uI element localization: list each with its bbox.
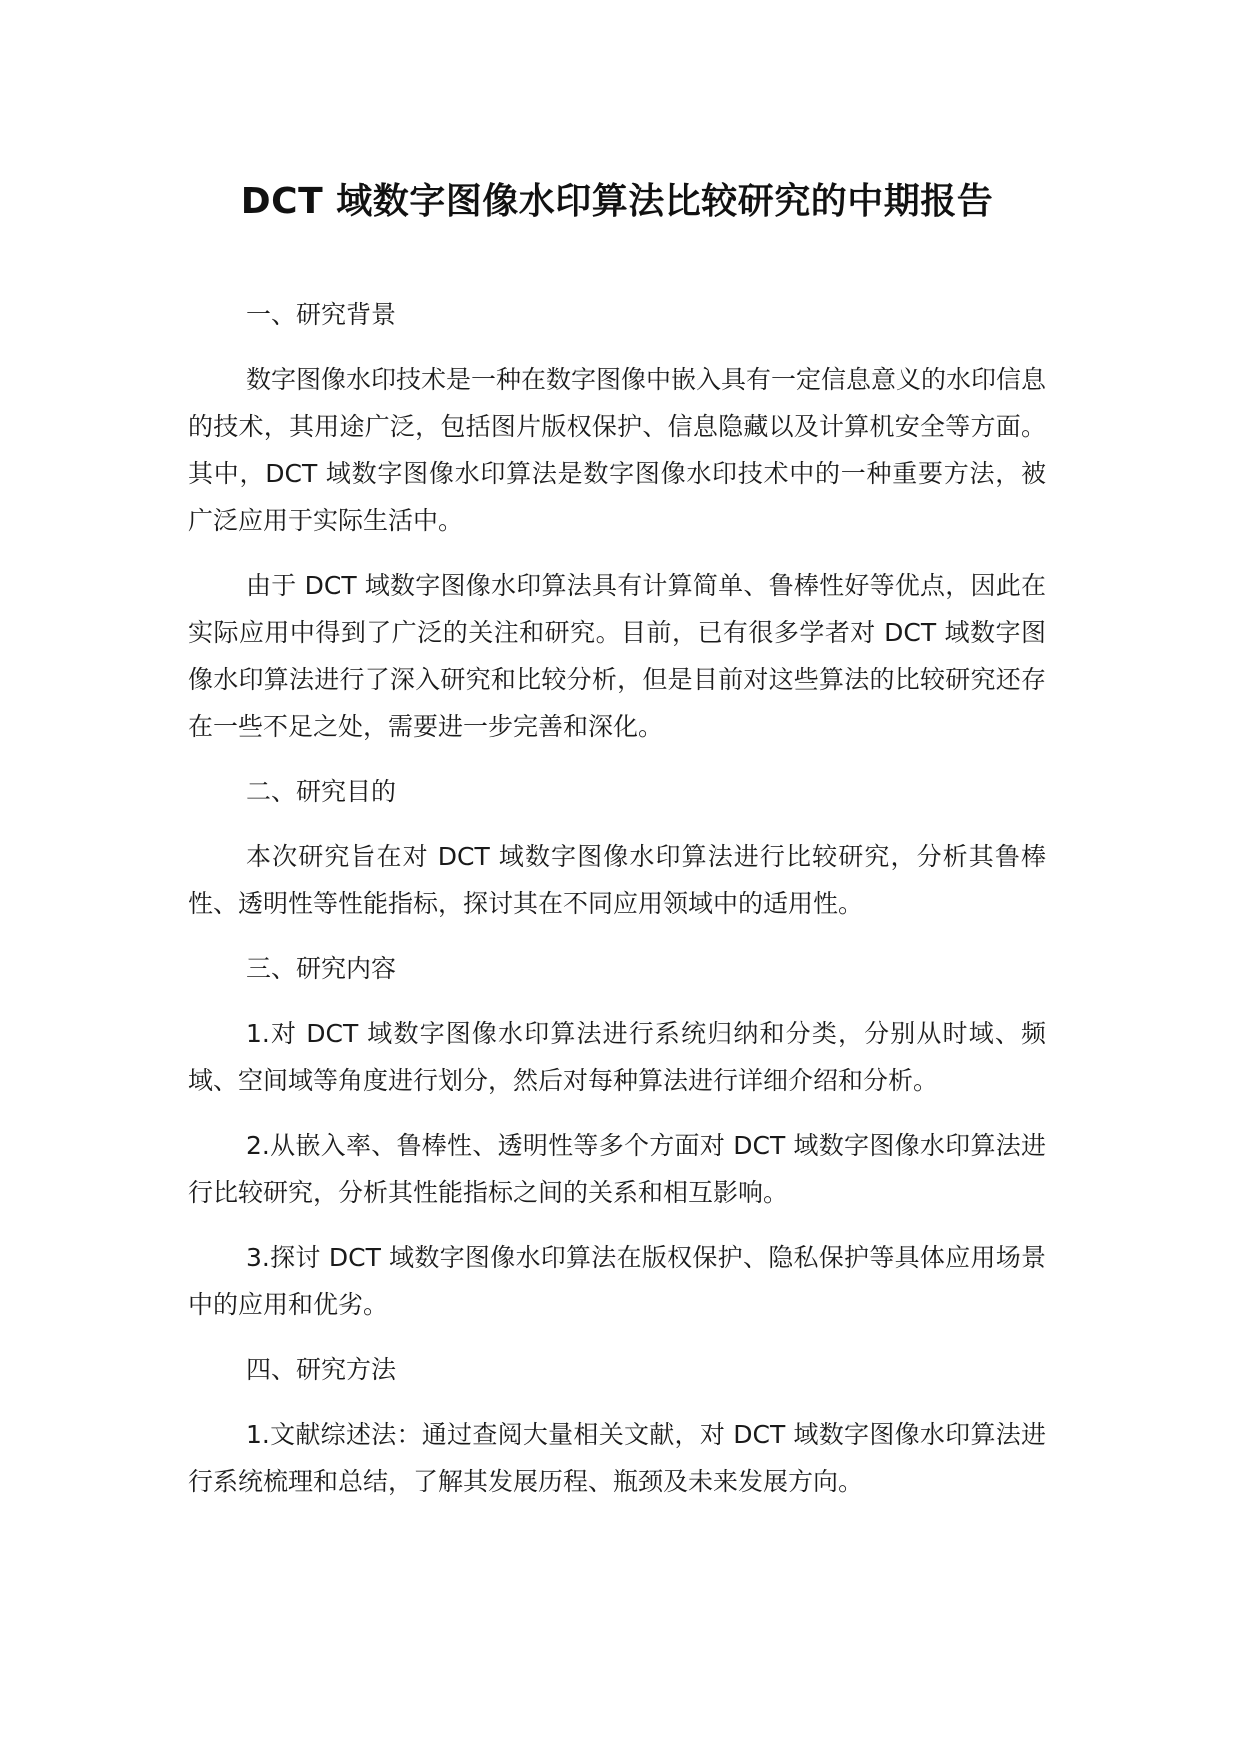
section-heading-method: 四、研究方法 xyxy=(246,1355,397,1384)
list-item: 1.对 DCT 域数字图像水印算法进行系统归纳和分类，分别从时域、频域、空间域等角度进行划分，然后对每种算法进行详细介绍和分析。 xyxy=(188,1019,1046,1095)
document-title: DCT 域数字图像水印算法比较研究的中期报告 xyxy=(240,181,994,222)
paragraph: 数字图像水印技术是一种在数字图像中嵌入具有一定信息意义的水印信息的技术，其用途广泛，包括图片版权保护、信息隐藏以及计算机安全等方面。其中，DCT 域数字图像水印算法是数字图像水印技术中的一种重要方法，被广泛应用于实际生活中。 xyxy=(188,365,1047,535)
list-item: 1.文献综述法：通过查阅大量相关文献，对 DCT 域数字图像水印算法进行系统梳理和总结，了解其发展历程、瓶颈及未来发展方向。 xyxy=(188,1420,1046,1496)
paragraph: 本次研究旨在对 DCT 域数字图像水印算法进行比较研究，分析其鲁棒性、透明性等性能指标，探讨其在不同应用领域中的适用性。 xyxy=(188,842,1046,918)
section-heading-background: 一、研究背景 xyxy=(246,300,397,329)
paragraph: 由于 DCT 域数字图像水印算法具有计算简单、鲁棒性好等优点，因此在实际应用中得到了广泛的关注和研究。目前，已有很多学者对 DCT 域数字图像水印算法进行了深入研究和比较分析，但是目前对这些算法的比较研究还存在一些不足之处，需要进一步完善和深化。 xyxy=(188,571,1046,741)
list-item: 2.从嵌入率、鲁棒性、透明性等多个方面对 DCT 域数字图像水印算法进行比较研究，分析其性能指标之间的关系和相互影响。 xyxy=(188,1131,1046,1207)
section-heading-content: 三、研究内容 xyxy=(246,954,397,983)
document-body xyxy=(188,291,1046,1505)
list-item: 3.探讨 DCT 域数字图像水印算法在版权保护、隐私保护等具体应用场景中的应用和优劣。 xyxy=(188,1243,1046,1319)
section-heading-purpose: 二、研究目的 xyxy=(246,777,397,806)
document-page xyxy=(188,0,1046,1754)
